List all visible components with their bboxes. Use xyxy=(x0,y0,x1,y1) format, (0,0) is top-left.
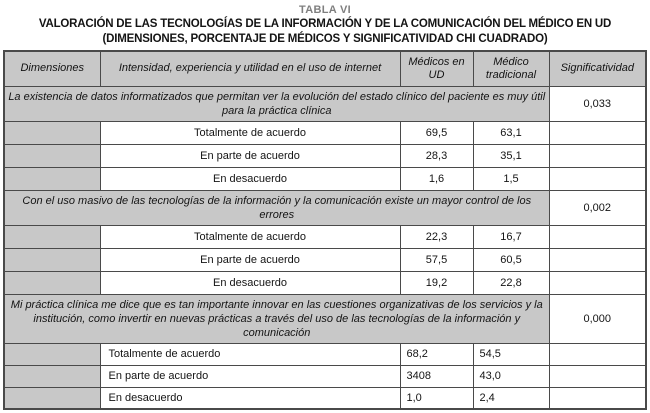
table-row xyxy=(4,248,646,271)
value-medico-tradicional: 35,1 xyxy=(473,144,549,167)
dimension-spacer-cell xyxy=(4,365,100,387)
value-medico-tradicional: 43,0 xyxy=(473,365,549,387)
value-medicos-ud: 22,3 xyxy=(400,225,473,248)
significance-empty-cell xyxy=(549,387,646,409)
significance-value: 0,002 xyxy=(549,190,646,225)
significance-empty-cell xyxy=(549,225,646,248)
dimension-statement: Con el uso masivo de las tecnologías de la información y la comunicación existe un mayor control de los errores xyxy=(4,190,549,225)
table-row xyxy=(4,365,646,387)
value-medicos-ud: 3408 xyxy=(400,365,473,387)
table-header-row xyxy=(4,51,646,86)
header-intensidad: Intensidad, experiencia y utilidad en el uso de internet xyxy=(100,51,400,86)
response-label: Totalmente de acuerdo xyxy=(100,121,400,144)
dimension-statement: La existencia de datos informatizados que permitan ver la evolución del estado clínico del paciente es muy útil para la práctica clínica xyxy=(4,86,549,121)
table-number: TABLA VI xyxy=(299,4,351,16)
significance-empty-cell xyxy=(549,248,646,271)
table-row xyxy=(4,225,646,248)
value-medico-tradicional: 2,4 xyxy=(473,387,549,409)
response-label: Totalmente de acuerdo xyxy=(100,225,400,248)
header-medico-tradicional: Médico tradicional xyxy=(473,51,549,86)
table-caption xyxy=(0,0,650,47)
significance-empty-cell xyxy=(549,167,646,190)
table-row xyxy=(4,387,646,409)
value-medicos-ud: 68,2 xyxy=(400,343,473,365)
header-medicos-ud: Médicos en UD xyxy=(400,51,473,86)
dimension-statement: Mi práctica clínica me dice que es tan importante innovar en las cuestiones organizativas de los servicios y la institución, como invertir en nuevas prácticas a través del uso de las tecnologías de la información y comunicación xyxy=(4,294,549,343)
dimension-spacer-cell xyxy=(4,225,100,248)
table-row xyxy=(4,343,646,365)
table-row xyxy=(4,144,646,167)
dimension-spacer-cell xyxy=(4,248,100,271)
dimension-spacer-cell xyxy=(4,121,100,144)
dimension-spacer-cell xyxy=(4,343,100,365)
value-medico-tradicional: 60,5 xyxy=(473,248,549,271)
response-label: En desacuerdo xyxy=(100,387,400,409)
dimension-spacer-cell xyxy=(4,144,100,167)
dimension-spacer-cell xyxy=(4,271,100,294)
significance-value: 0,033 xyxy=(549,86,646,121)
value-medico-tradicional: 16,7 xyxy=(473,225,549,248)
table-title-line2: (DIMENSIONES, PORCENTAJE DE MÉDICOS Y SIGNIFICATIVIDAD CHI CUADRADO) xyxy=(102,33,548,45)
table-title-line1: VALORACIÓN DE LAS TECNOLOGÍAS DE LA INFORMACIÓN Y DE LA COMUNICACIÓN DEL MÉDICO EN UD xyxy=(38,18,612,30)
section-row xyxy=(4,294,646,343)
table-row xyxy=(4,167,646,190)
significance-empty-cell xyxy=(549,121,646,144)
value-medicos-ud: 1,0 xyxy=(400,387,473,409)
significance-empty-cell xyxy=(549,365,646,387)
response-label: En parte de acuerdo xyxy=(100,365,400,387)
response-label: En desacuerdo xyxy=(100,167,400,190)
header-dimensiones: Dimensiones xyxy=(4,51,100,86)
section-row xyxy=(4,190,646,225)
value-medico-tradicional: 22,8 xyxy=(473,271,549,294)
value-medicos-ud: 19,2 xyxy=(400,271,473,294)
header-significatividad: Significatividad xyxy=(549,51,646,86)
value-medicos-ud: 1,6 xyxy=(400,167,473,190)
value-medico-tradicional: 1,5 xyxy=(473,167,549,190)
section-row xyxy=(4,86,646,121)
significance-empty-cell xyxy=(549,144,646,167)
value-medico-tradicional: 54,5 xyxy=(473,343,549,365)
response-label: En parte de acuerdo xyxy=(100,144,400,167)
value-medicos-ud: 69,5 xyxy=(400,121,473,144)
valuation-table xyxy=(3,50,647,410)
response-label: En desacuerdo xyxy=(100,271,400,294)
dimension-spacer-cell xyxy=(4,387,100,409)
response-label: Totalmente de acuerdo xyxy=(100,343,400,365)
significance-empty-cell xyxy=(549,271,646,294)
value-medicos-ud: 28,3 xyxy=(400,144,473,167)
table-row xyxy=(4,121,646,144)
significance-value: 0,000 xyxy=(549,294,646,343)
dimension-spacer-cell xyxy=(4,167,100,190)
value-medicos-ud: 57,5 xyxy=(400,248,473,271)
response-label: En parte de acuerdo xyxy=(100,248,400,271)
value-medico-tradicional: 63,1 xyxy=(473,121,549,144)
table-row xyxy=(4,271,646,294)
significance-empty-cell xyxy=(549,343,646,365)
